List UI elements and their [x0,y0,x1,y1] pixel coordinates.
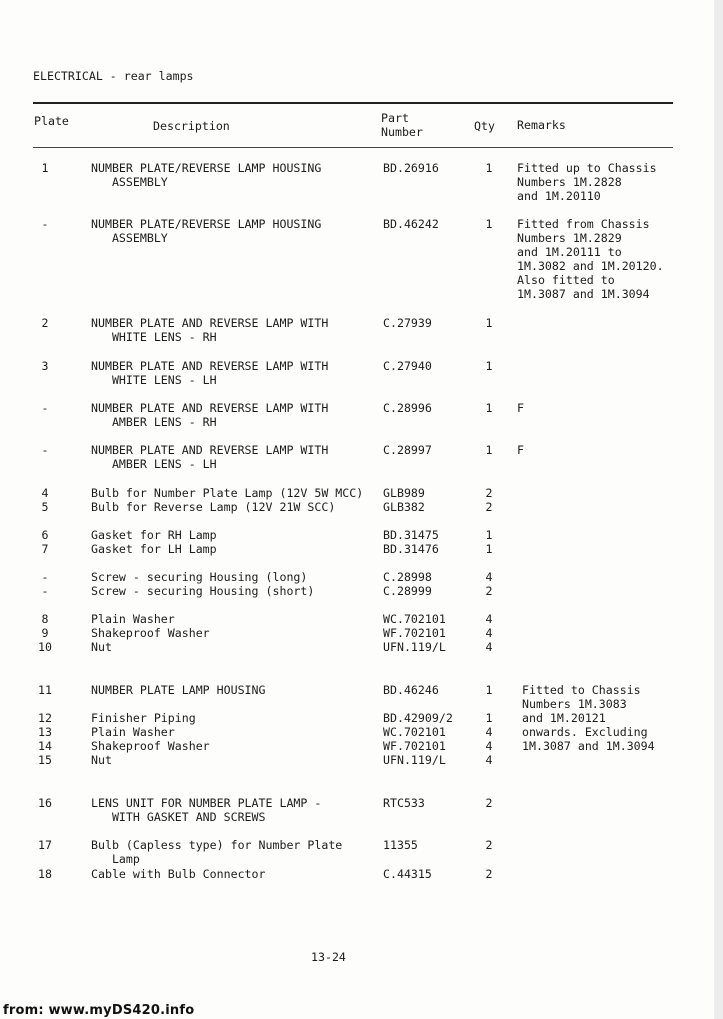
row-part-number: C.28996 [383,401,432,415]
row-description: Finisher Piping [91,711,196,725]
row-description: Gasket for RH Lamp [91,528,217,542]
row-qty: 2 [485,486,493,500]
row-qty: 2 [485,838,493,852]
row-part-number: C.27940 [383,359,432,373]
row-qty: 4 [485,570,493,584]
row-part-number: UFN.119/L [383,753,446,767]
row-part-number: WC.702101 [383,612,446,626]
row-part-number: BD.26916 [383,161,439,175]
row-qty: 4 [485,626,493,640]
row-description: NUMBER PLATE AND REVERSE LAMP WITH AMBER LENS - RH [91,401,329,429]
column-header-part-line1: Part [381,111,409,125]
row-description: NUMBER PLATE AND REVERSE LAMP WITH AMBER LENS - LH [91,443,329,471]
row-part-number: C.28999 [383,584,432,598]
row-remarks: F [517,443,524,457]
header-rule-top [33,102,673,104]
row-qty: 2 [485,867,493,881]
source-watermark: from: www.myDS420.info [3,1003,195,1018]
row-plate-number: 7 [41,542,49,556]
row-description: Plain Washer [91,725,175,739]
row-qty: 2 [485,500,493,514]
row-plate-number: 12 [38,711,52,725]
row-part-number: C.44315 [383,867,432,881]
column-header-remarks: Remarks [517,118,566,132]
row-part-number: GLB989 [383,486,425,500]
row-remarks: Fitted from Chassis Numbers 1M.2829 and 1M.20111 to 1M.3082 and 1M.20120. Also fitted to 1M.3087 and 1M.3094 [517,217,664,301]
row-description: NUMBER PLATE AND REVERSE LAMP WITH WHITE LENS - LH [91,359,329,387]
row-description: Cable with Bulb Connector [91,867,266,881]
row-part-number: C.28997 [383,443,432,457]
row-remarks: F [517,401,524,415]
row-plate-number: 2 [41,316,49,330]
row-description: Gasket for LH Lamp [91,542,217,556]
row-description: Screw - securing Housing (long) [91,570,308,584]
row-qty: 1 [485,542,493,556]
row-part-number: RTC533 [383,796,425,810]
row-plate-number: 14 [38,739,52,753]
row-plate-number: 10 [38,640,52,654]
row-qty: 1 [485,443,493,457]
row-part-number: BD.46242 [383,217,439,231]
row-description: Shakeproof Washer [91,739,210,753]
column-header-plate: Plate [34,114,69,128]
row-qty: 4 [485,612,493,626]
row-plate-number: 3 [41,359,49,373]
row-plate-number: - [41,443,49,457]
page-number: 13-24 [311,950,346,964]
row-remarks: Fitted to Chassis Numbers 1M.3083 and 1M.20121 onwards. Excluding 1M.3087 and 1M.3094 [522,683,655,753]
row-part-number: WF.702101 [383,739,446,753]
column-header-part-line2: Number [381,125,423,139]
row-plate-number: 11 [38,683,52,697]
row-plate-number: 18 [38,867,52,881]
row-qty: 2 [485,796,493,810]
row-description: Nut [91,640,112,654]
row-qty: 1 [485,711,493,725]
row-description: NUMBER PLATE/REVERSE LAMP HOUSING ASSEMBLY [91,217,322,245]
row-plate-number: - [41,217,49,231]
row-plate-number: 4 [41,486,49,500]
row-part-number: WF.702101 [383,626,446,640]
row-part-number: BD.42909/2 [383,711,453,725]
row-part-number: 11355 [383,838,418,852]
row-plate-number: 8 [41,612,49,626]
row-qty: 1 [485,316,493,330]
row-plate-number: 9 [41,626,49,640]
row-qty: 2 [485,584,493,598]
row-plate-number: 17 [38,838,52,852]
row-plate-number: 6 [41,528,49,542]
row-qty: 1 [485,161,493,175]
row-part-number: BD.31475 [383,528,439,542]
row-part-number: C.28998 [383,570,432,584]
row-description: NUMBER PLATE/REVERSE LAMP HOUSING ASSEMBLY [91,161,322,189]
row-plate-number: 1 [41,161,49,175]
row-description: NUMBER PLATE AND REVERSE LAMP WITH WHITE LENS - RH [91,316,329,344]
row-qty: 4 [485,640,493,654]
row-description: NUMBER PLATE LAMP HOUSING [91,683,266,697]
row-description: Bulb (Capless type) for Number Plate Lamp [91,838,343,866]
row-qty: 1 [485,401,493,415]
row-part-number: BD.46246 [383,683,439,697]
row-plate-number: 13 [38,725,52,739]
row-part-number: UFN.119/L [383,640,446,654]
row-part-number: WC.702101 [383,725,446,739]
row-qty: 4 [485,753,493,767]
row-remarks: Fitted up to Chassis Numbers 1M.2828 and 1M.20110 [517,161,657,203]
row-qty: 1 [485,217,493,231]
column-header-qty: Qty [474,119,495,133]
row-qty: 4 [485,739,493,753]
row-part-number: BD.31476 [383,542,439,556]
row-plate-number: 16 [38,796,52,810]
row-qty: 1 [485,528,493,542]
row-plate-number: - [41,570,49,584]
row-description: Shakeproof Washer [91,626,210,640]
row-part-number: GLB382 [383,500,425,514]
row-description: LENS UNIT FOR NUMBER PLATE LAMP - WITH GASKET AND SCREWS [91,796,322,824]
row-description: Screw - securing Housing (short) [91,584,315,598]
page-edge-shadow [714,0,723,1019]
row-plate-number: 15 [38,753,52,767]
row-qty: 1 [485,359,493,373]
column-header-description: Description [153,119,230,133]
row-qty: 4 [485,725,493,739]
row-part-number: C.27939 [383,316,432,330]
row-plate-number: 5 [41,500,49,514]
row-description: Plain Washer [91,612,175,626]
section-title: ELECTRICAL - rear lamps [33,69,194,83]
row-description: Nut [91,753,112,767]
row-plate-number: - [41,401,49,415]
row-plate-number: - [41,584,49,598]
row-description: Bulb for Reverse Lamp (12V 21W SCC) [91,500,336,514]
header-rule-bottom [33,147,673,148]
row-description: Bulb for Number Plate Lamp (12V 5W MCC) [91,486,364,500]
row-qty: 1 [485,683,493,697]
